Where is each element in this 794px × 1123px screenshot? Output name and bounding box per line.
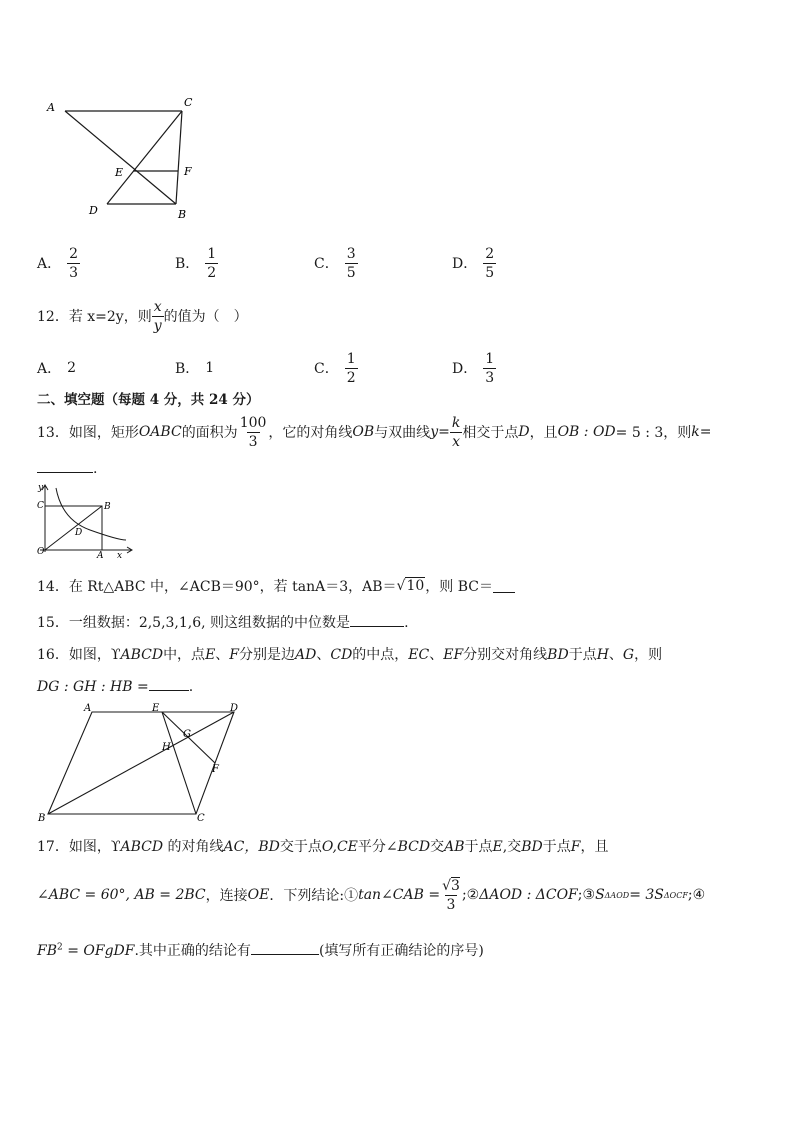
question-17-line3: $FB^2$ = OFgDF.其中正确的结论有 (填写所有正确结论的序号)	[37, 942, 484, 959]
axis-label-x: x	[117, 551, 123, 560]
fraction: $\frac{k}{x}$	[451, 414, 461, 450]
fraction: $\frac{1}{3}$	[485, 350, 495, 386]
option-c[interactable]: C． $\frac{1}{2}$	[314, 350, 356, 386]
option-d[interactable]: D． $\frac{1}{3}$	[452, 350, 495, 386]
question-16-line2: DG : GH : HB = .	[37, 679, 194, 695]
segment-ab	[65, 111, 176, 204]
point-label-d: D	[230, 703, 239, 714]
point-label-o: O	[37, 547, 45, 557]
point-label-a: A	[84, 703, 92, 714]
point-label-b: B	[104, 502, 111, 512]
option-a[interactable]: A． $\frac{2}{3}$	[37, 245, 79, 281]
fraction: $\frac{1}{2}$	[346, 350, 356, 386]
point-label-b: B	[38, 813, 46, 824]
point-label-c: C	[37, 501, 44, 511]
question-17-line2: ∠ABC = 60°, AB = 2BC ，连接 OE ．下列结论:① tan∠CAB = $\frac{√3}{3}$ ;② ΔAOD : ΔCOF ;③ S ΔAOD = 3S ΔOCF ;④	[37, 877, 706, 913]
question-17: 17．如图，ϒABCD 的对角线AC，BD交于点O,CE平分∠BCD交AB于点E,交BD于点F，且	[37, 839, 609, 855]
option-b[interactable]: B． 1	[175, 360, 215, 377]
question-12: 12．若 x=2y，则 $\frac{x}{y}$ 的值为（ ）	[37, 298, 248, 334]
answer-blank[interactable]	[251, 942, 319, 955]
q11-options	[37, 241, 557, 285]
q13-answer-line: .	[37, 458, 97, 477]
option-a[interactable]: A． 2	[37, 360, 77, 377]
option-c[interactable]: C． $\frac{3}{5}$	[314, 245, 356, 281]
fraction: $\frac{100}{3}$	[239, 414, 267, 450]
point-label-d: D	[89, 204, 98, 217]
point-label-b: B	[178, 208, 187, 221]
segment-cb	[176, 111, 182, 204]
axis-label-y: y	[38, 483, 44, 493]
question-13: 13．如图，矩形 OABC 的面积为 $\frac{100}{3}$ ，它的对角线 OB 与双曲线 y = $\frac{k}{x}$ 相交于点 D ，且 OB : OD = 5 : 3，则 k =	[37, 414, 712, 450]
fraction: $\frac{2}{5}$	[485, 245, 495, 281]
option-b[interactable]: B． $\frac{1}{2}$	[175, 245, 217, 281]
figure-q16	[34, 700, 244, 826]
answer-blank[interactable]	[350, 614, 404, 627]
figure-q13	[30, 480, 140, 560]
answer-blank[interactable]	[149, 678, 189, 691]
question-16: 16．如图，ϒABCD中，点E、F分别是边AD、CD的中点，EC、EF分别交对角线BD于点H、G，则	[37, 647, 663, 663]
point-label-e: E	[152, 703, 160, 714]
q12-options	[37, 346, 557, 390]
point-label-d: D	[75, 528, 83, 538]
diagonal-ob	[45, 506, 102, 550]
point-label-c: C	[197, 813, 205, 824]
point-label-c: C	[184, 96, 193, 109]
question-14: 14．在 Rt△ABC 中，∠ACB＝90°，若 tanA＝3，AB＝ √10 ，则 BC＝	[37, 576, 515, 596]
answer-blank[interactable]	[493, 580, 515, 593]
diagonal-bd	[48, 712, 234, 814]
square-root: √10	[396, 578, 425, 594]
segment-cd	[107, 111, 182, 204]
point-label-g: G	[183, 729, 191, 740]
fraction: $\frac{√3}{3}$	[442, 877, 460, 913]
fraction: $\frac{3}{5}$	[346, 245, 356, 281]
answer-blank[interactable]	[37, 458, 93, 473]
section-heading: 二、填空题（每题 4 分，共 24 分）	[37, 392, 260, 408]
figure-q11	[40, 92, 210, 224]
point-label-a: A	[47, 101, 55, 114]
segment-ec	[162, 712, 196, 814]
point-label-e: E	[115, 166, 124, 179]
fraction: $\frac{x}{y}$	[153, 298, 162, 334]
option-d[interactable]: D． $\frac{2}{5}$	[452, 245, 495, 281]
fraction: $\frac{2}{3}$	[69, 245, 79, 281]
question-15: 15．一组数据：2,5,3,1,6, 则这组数据的中位数是 .	[37, 615, 409, 631]
point-label-a: A	[97, 551, 104, 560]
point-label-f: F	[184, 165, 192, 178]
point-label-h: H	[162, 742, 171, 753]
point-label-f: F	[212, 764, 219, 775]
fraction: $\frac{1}{2}$	[207, 245, 217, 281]
